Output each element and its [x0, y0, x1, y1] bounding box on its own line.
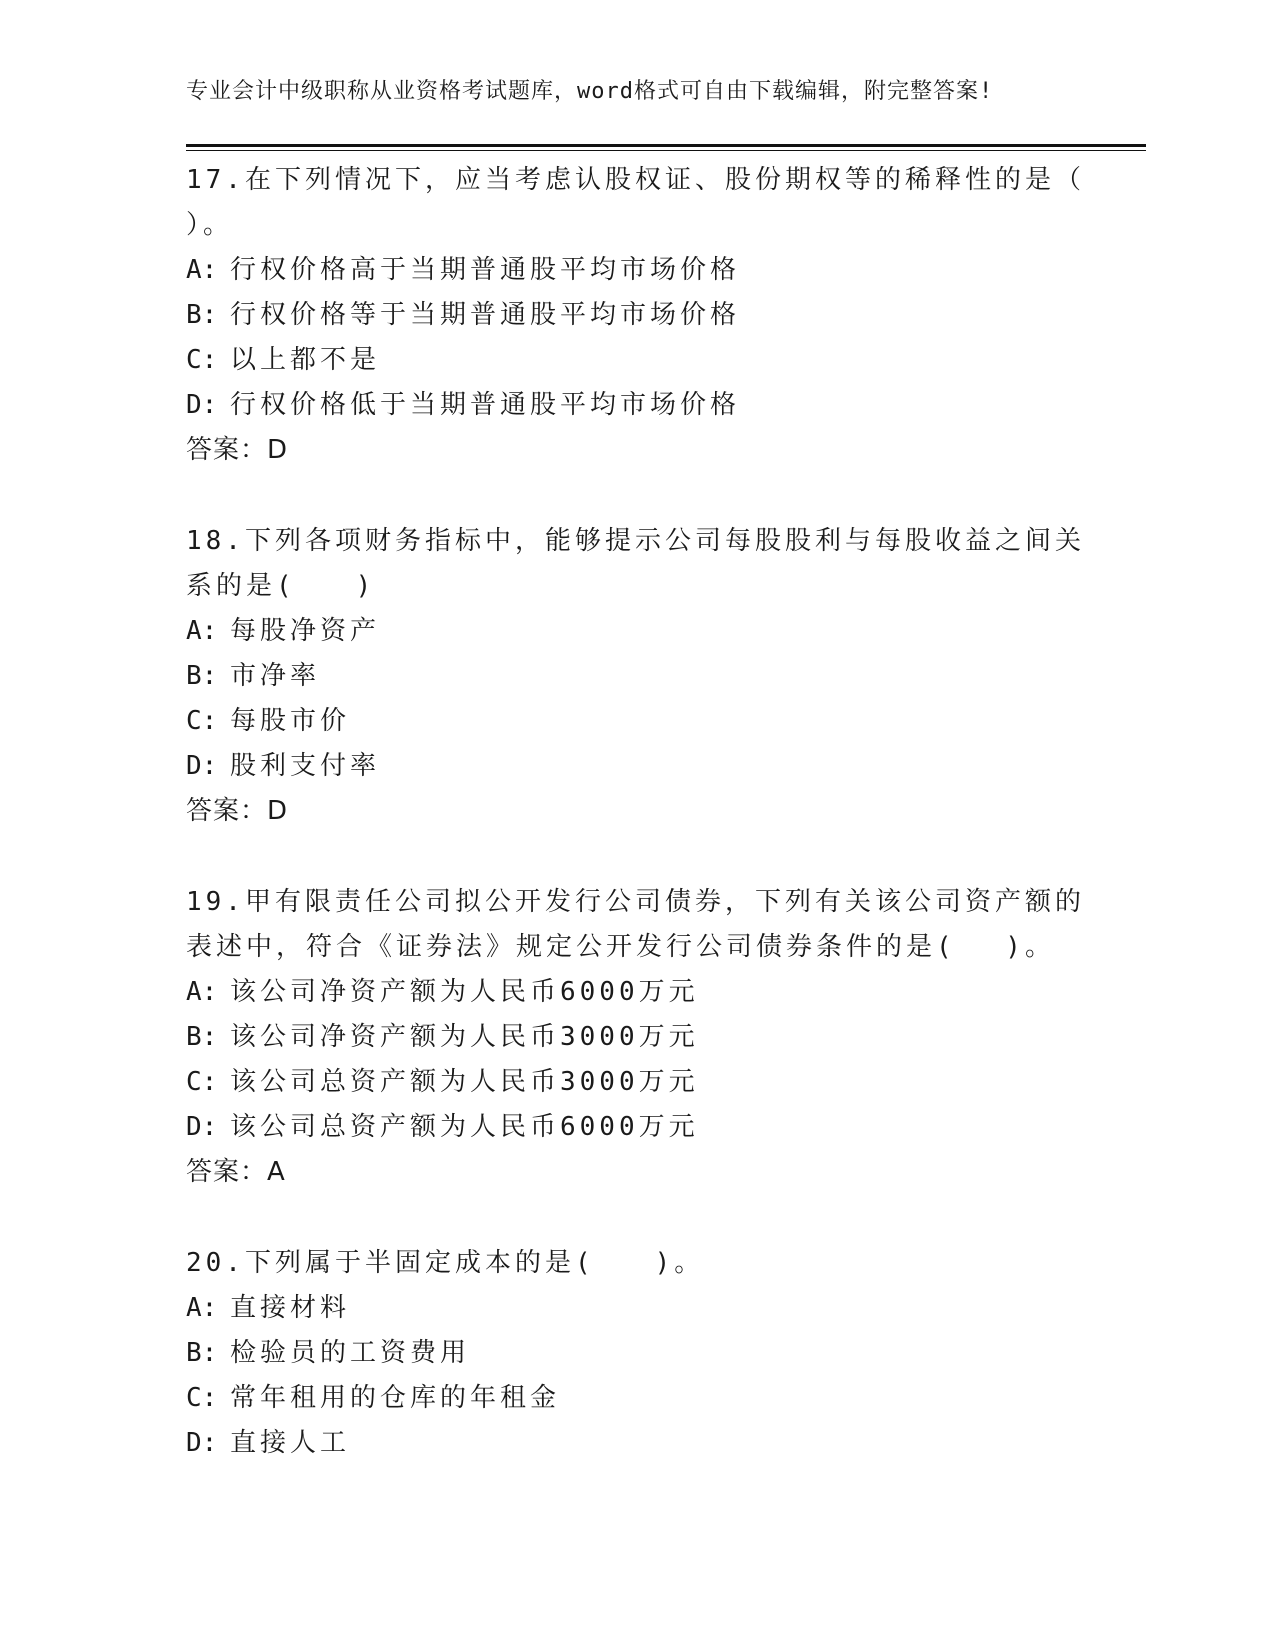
- option-key: D:: [186, 1112, 218, 1142]
- option-text: 检验员的工资费用: [230, 1338, 471, 1368]
- question-stem: 18.下列各项财务指标中，能够提示公司每股股利与每股收益之间关系的是( ): [186, 526, 1085, 601]
- question-list: [186, 158, 1086, 1512]
- header-rule-thin: [186, 150, 1146, 151]
- option-b: [186, 654, 1086, 699]
- question-stem: 20.下列属于半固定成本的是( )。: [186, 1248, 705, 1278]
- page-header: 专业会计中级职称从业资格考试题库，word格式可自由下载编辑，附完整答案!: [186, 79, 994, 104]
- option-text: 股利支付率: [230, 751, 381, 781]
- option-key: D:: [186, 1428, 218, 1458]
- option-key: A:: [186, 977, 218, 1007]
- question-17: [186, 158, 1086, 473]
- answer-line: 答案：D: [186, 435, 289, 465]
- option-text: 直接材料: [230, 1293, 351, 1323]
- option-key: D:: [186, 751, 218, 781]
- option-text: 直接人工: [230, 1428, 351, 1458]
- option-b: [186, 293, 1086, 338]
- option-text: 行权价格低于当期普通股平均市场价格: [230, 390, 741, 420]
- answer-line: 答案：D: [186, 796, 289, 826]
- question-18: [186, 519, 1086, 834]
- option-key: C:: [186, 1067, 218, 1097]
- option-c: [186, 338, 1086, 383]
- option-b: [186, 1331, 1086, 1376]
- option-c: [186, 1376, 1086, 1421]
- option-text: 以上都不是: [230, 345, 381, 375]
- question-stem: 19.甲有限责任公司拟公开发行公司债券，下列有关该公司资产额的表述中，符合《证券法》规定公开发行公司债券条件的是( )。: [186, 887, 1085, 962]
- option-text: 行权价格等于当期普通股平均市场价格: [230, 300, 741, 330]
- option-key: A:: [186, 1293, 218, 1323]
- option-text: 每股净资产: [230, 616, 381, 646]
- option-c: [186, 699, 1086, 744]
- question-20: [186, 1241, 1086, 1466]
- option-key: A:: [186, 616, 218, 646]
- option-text: 每股市价: [230, 706, 351, 736]
- option-key: C:: [186, 345, 218, 375]
- option-key: A:: [186, 255, 218, 285]
- option-a: [186, 609, 1086, 654]
- option-text: 该公司总资产额为人民币6000万元: [230, 1112, 699, 1142]
- option-key: B:: [186, 661, 218, 691]
- option-text: 行权价格高于当期普通股平均市场价格: [230, 255, 741, 285]
- option-a: [186, 1286, 1086, 1331]
- option-key: B:: [186, 300, 218, 330]
- option-text: 该公司净资产额为人民币3000万元: [230, 1022, 699, 1052]
- question-stem: 17.在下列情况下，应当考虑认股权证、股份期权等的稀释性的是（ ）。: [186, 165, 1085, 240]
- option-key: C:: [186, 706, 218, 736]
- option-a: [186, 970, 1086, 1015]
- option-key: D:: [186, 390, 218, 420]
- option-d: [186, 744, 1086, 789]
- option-key: B:: [186, 1022, 218, 1052]
- option-a: [186, 248, 1086, 293]
- option-text: 该公司总资产额为人民币3000万元: [230, 1067, 699, 1097]
- header-rule-thick: [186, 144, 1146, 147]
- option-d: [186, 1105, 1086, 1150]
- option-key: B:: [186, 1338, 218, 1368]
- option-key: C:: [186, 1383, 218, 1413]
- option-b: [186, 1015, 1086, 1060]
- option-d: [186, 383, 1086, 428]
- option-d: [186, 1421, 1086, 1466]
- option-c: [186, 1060, 1086, 1105]
- option-text: 常年租用的仓库的年租金: [230, 1383, 561, 1413]
- option-text: 该公司净资产额为人民币6000万元: [230, 977, 699, 1007]
- option-text: 市净率: [230, 661, 321, 691]
- answer-line: 答案：A: [186, 1157, 286, 1187]
- question-19: [186, 880, 1086, 1195]
